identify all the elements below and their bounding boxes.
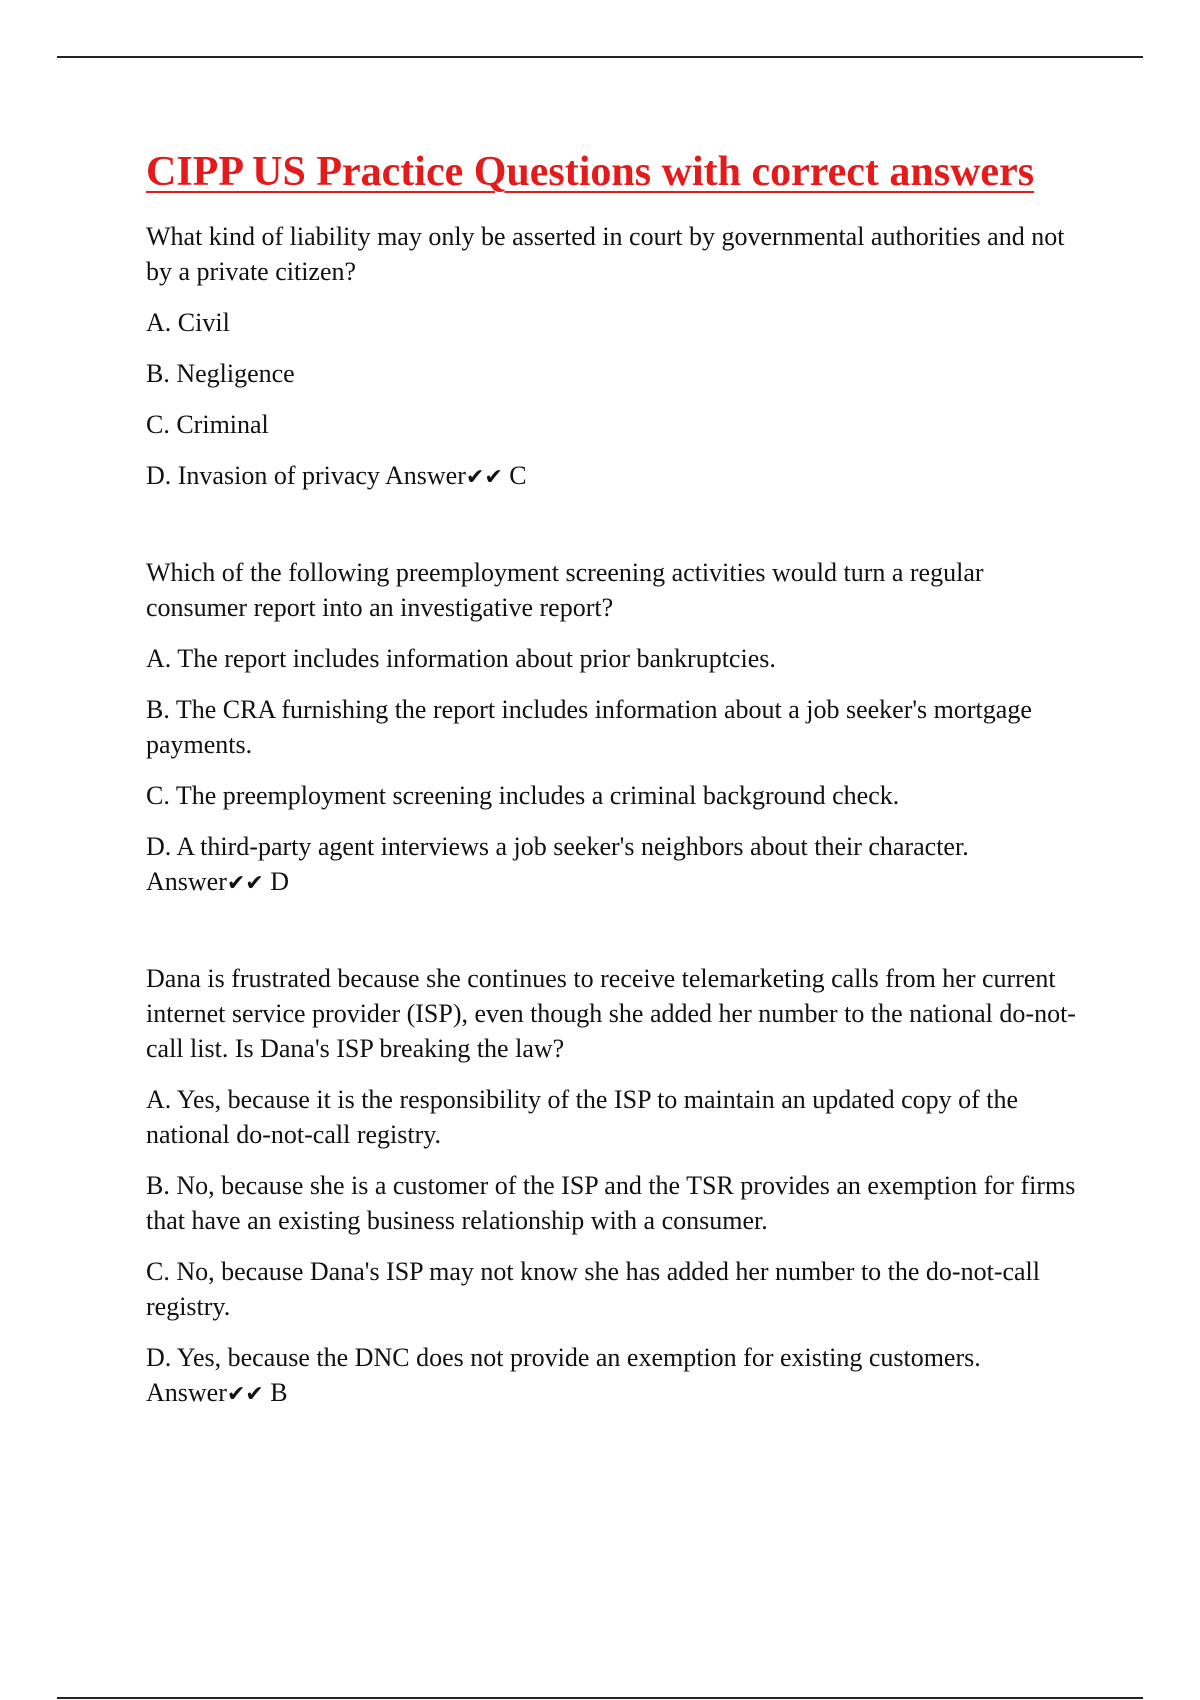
option-c: C. The preemployment screening includes a criminal background check. bbox=[146, 781, 900, 810]
question-2 bbox=[146, 555, 1086, 901]
answer-label: Answer bbox=[146, 1378, 227, 1407]
check-mark-icon: ✔✔ bbox=[226, 871, 264, 896]
answer-label: Answer bbox=[146, 867, 227, 896]
option-b: B. Negligence bbox=[146, 359, 295, 388]
option-c: C. No, because Dana's ISP may not know she has added her number to the do-not-call registry. bbox=[146, 1257, 1041, 1321]
option-d: D. Invasion of privacy bbox=[146, 461, 380, 490]
check-mark-icon: ✔✔ bbox=[226, 1382, 264, 1407]
question-text: Which of the following preemployment screening activities would turn a regular consumer report into an investigative report? bbox=[146, 558, 984, 622]
question-text: What kind of liability may only be asserted in court by governmental authorities and not by a private citizen? bbox=[146, 222, 1065, 286]
option-d: D. A third-party agent interviews a job seeker's neighbors about their character. bbox=[146, 832, 969, 861]
bottom-rule bbox=[57, 1697, 1143, 1699]
question-text: Dana is frustrated because she continues to receive telemarketing calls from her current internet service provider (ISP), even though she added her number to the national do-not-call list. Is Dana's ISP breaking the law? bbox=[146, 964, 1076, 1063]
question-3 bbox=[146, 961, 1086, 1412]
option-d-with-answer bbox=[146, 1340, 1086, 1412]
answer-letter: D bbox=[270, 867, 290, 896]
answer-letter: C bbox=[509, 461, 527, 490]
question-1 bbox=[146, 219, 1086, 495]
option-a: A. Civil bbox=[146, 308, 230, 337]
option-c: C. Criminal bbox=[146, 410, 269, 439]
option-d-with-answer bbox=[146, 829, 1086, 901]
option-a: A. Yes, because it is the responsibility of the ISP to maintain an updated copy of the national do-not-call registry. bbox=[146, 1085, 1019, 1149]
document-body bbox=[146, 145, 1086, 1412]
answer-label: Answer bbox=[385, 461, 466, 490]
top-rule bbox=[57, 56, 1143, 58]
document-title: CIPP US Practice Questions with correct answers bbox=[146, 149, 1035, 195]
option-a: A. The report includes information about prior bankruptcies. bbox=[146, 644, 776, 673]
option-b: B. No, because she is a customer of the ISP and the TSR provides an exemption for firms that have an existing business relationship with a consumer. bbox=[146, 1171, 1076, 1235]
option-b: B. The CRA furnishing the report includes information about a job seeker's mortgage payments. bbox=[146, 695, 1032, 759]
option-d-with-answer bbox=[146, 458, 1086, 495]
check-mark-icon: ✔✔ bbox=[465, 465, 503, 490]
answer-letter: B bbox=[270, 1378, 288, 1407]
option-d: D. Yes, because the DNC does not provide an exemption for existing customers. bbox=[146, 1343, 981, 1372]
